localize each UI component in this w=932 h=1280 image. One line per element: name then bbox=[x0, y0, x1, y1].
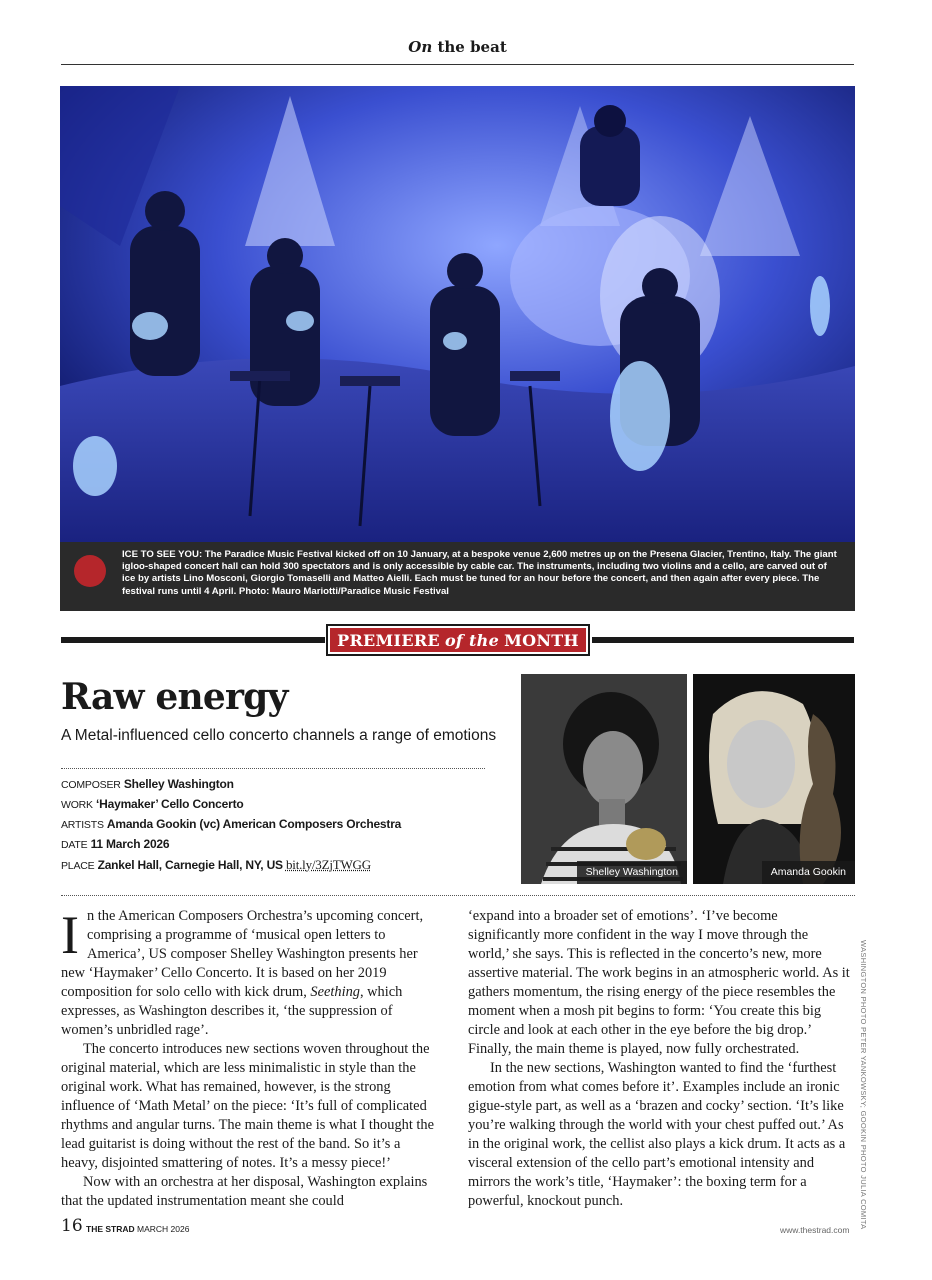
portrait-label: Shelley Washington bbox=[577, 861, 687, 884]
portrait-shelley-washington bbox=[521, 674, 687, 884]
paragraph: Now with an orchestra at her disposal, Washington explains that the updated instrumentation meant she could bbox=[61, 1174, 428, 1209]
body-column-2 bbox=[468, 907, 852, 1211]
headline: Raw energy bbox=[61, 676, 288, 718]
credit-artists: ARTISTS Amanda Gookin (vc) American Composers Orchestra bbox=[61, 817, 402, 831]
credit-date: DATE 11 March 2026 bbox=[61, 837, 170, 851]
photo-caption bbox=[60, 542, 855, 611]
footer-issue: THE STRAD MARCH 2026 bbox=[86, 1224, 190, 1234]
footer-url[interactable]: www.thestrad.com bbox=[780, 1225, 850, 1235]
caption-red-dot bbox=[74, 555, 106, 587]
dotted-rule bbox=[61, 768, 485, 769]
ice-concert-photo bbox=[60, 86, 855, 542]
credit-work: WORK ‘Haymaker’ Cello Concerto bbox=[61, 797, 244, 811]
body-column-1 bbox=[61, 907, 439, 1211]
paragraph: The concerto introduces new sections woven throughout the original material, which are less minimalistic in style than the original work. What has remained, however, is the strong influence of ‘Math Metal’ on the piece: ‘It’s full of complicated rhythms and angular turns. The main theme is what I thought the lead guitarist is doing without the rest of the band. So it’s a heavy, disjointed smattering of notes. It’s a messy piece!’ bbox=[61, 1041, 435, 1171]
portrait-amanda-gookin bbox=[693, 674, 855, 884]
drop-cap: I bbox=[61, 905, 79, 965]
paragraph: In the new sections, Washington wanted to find the ‘furthest emotion from what comes before it’. Examples include an ironic gigue-style part, as well as a ‘brazen and cocky’ section. ‘It’s like you’re walking through the world with your chest puffed out.’ As in the original work, the cellist also plays a kick drum. It acts as a visceral extension of the cello part’s emotional intensity and mirrors the work’s title, ‘Haymaker’: the boxing term for a powerful, knockout punch. bbox=[468, 1060, 846, 1209]
photo-credits-vertical: WASHINGTON PHOTO PETER YANKOWSKY; GOOKIN PHOTO JULIA COMITA bbox=[859, 940, 868, 1230]
standfirst: A Metal-influenced cello concerto channels a range of emotions bbox=[61, 727, 497, 744]
running-head: On the beat bbox=[408, 38, 507, 56]
credit-composer: COMPOSER Shelley Washington bbox=[61, 777, 234, 791]
header-rule bbox=[61, 64, 854, 65]
banner-bar-right bbox=[592, 637, 854, 643]
credits-block bbox=[61, 775, 401, 876]
credit-place: PLACE Zankel Hall, Carnegie Hall, NY, US bit.ly/3ZjTWGG bbox=[61, 857, 371, 872]
paragraph: ‘expand into a broader set of emotions’. ‘I’ve become significantly more confident in the way I move through the world,’ she says. This is reflected in the concerto’s new, more assertive material. The work begins in an atmospheric world. As it gathers momentum, the rising energy of the piece resembles the moment when a mosh pit begins to form: ‘You create this big circle and look at each other in the eye before the big drop.’ Finally, the main theme is played, now fully orchestrated. bbox=[468, 908, 850, 1057]
dotted-rule bbox=[61, 895, 855, 896]
portrait-label: Amanda Gookin bbox=[762, 861, 855, 884]
event-link[interactable]: bit.ly/3ZjTWGG bbox=[285, 857, 371, 872]
page-number: 16 bbox=[61, 1216, 83, 1236]
banner-bar-left bbox=[61, 637, 325, 643]
paragraph: In the American Composers Orchestra’s upcoming concert, comprising a programme of ‘musical open letters to America’, US composer Shelley Washington presents her new ‘Haymaker’ Cello Concerto. It is based on her 2019 composition for solo cello with kick drum, Seething, which expresses, as Washington describes it, ‘the suppression of women’s unbridled rage’. bbox=[61, 905, 424, 1038]
caption-text: ICE TO SEE YOU: The Paradice Music Festival kicked off on 10 January, at a bespoke venue 2,600 metres up on the Presena Glacier, Trentino, Italy. The giant igloo-shaped concert hall can hold 300 spectators and is only accessible by cable car. The instruments, including two violins and a cello, are carved out of ice by artists Lino Mosconi, Giorgio Tomaselli and Matteo Aielli. Each must be tuned for an hour before the concert, and then again after every piece. The festival runs until 4 April. Photo: Mauro Mariotti/Paradice Music Festival bbox=[122, 549, 837, 597]
premiere-banner: PREMIERE of the MONTH bbox=[326, 624, 590, 656]
